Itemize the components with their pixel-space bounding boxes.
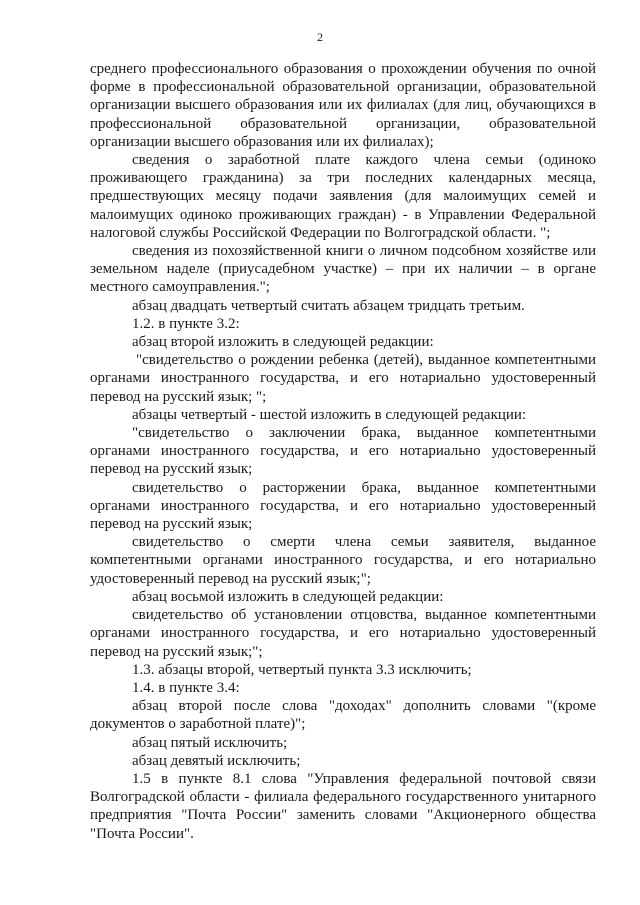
paragraph-10: свидетельство о расторжении брака, выданное компетентными органами иностранного государства, и его нотариально удостоверенный перевод на русский язык;: [90, 479, 596, 533]
paragraph-1: среднего профессионального образования о прохождении обучения по очной форме в профессиональной образовательной организации, образовательной организации высшего образования или их филиалах (для лиц, обучающихся в профессиональной образовательной организации, образовательной организации высшего образования или их филиалах);: [90, 61, 596, 150]
document-body: [90, 60, 596, 843]
paragraph-9: "свидетельство о заключении брака, выданное компетентными органами иностранного государства, и его нотариально удостоверенный перевод на русский язык;: [90, 425, 596, 478]
paragraph-15: 1.4. в пункте 3.4:: [132, 679, 240, 696]
paragraph-11: свидетельство о смерти члена семьи заявителя, выданное компетентными органами иностранного государства, и его нотариально удостоверенный перевод на русский язык;";: [90, 534, 596, 587]
paragraph-8: абзацы четвертый - шестой изложить в следующей редакции:: [132, 406, 527, 423]
paragraph-3: сведения из похозяйственной книги о личном подсобном хозяйстве или земельном наделе (приусадебном участке) – при их наличии – в органе местного самоуправления.";: [90, 243, 596, 296]
paragraph-5: 1.2. в пункте 3.2:: [132, 315, 240, 332]
paragraph-17: абзац пятый исключить;: [132, 734, 288, 751]
paragraph-7: "свидетельство о рождении ребенка (детей), выданное компетентными органами иностранного государства, и его нотариально удостоверенный перевод на русский язык; ";: [90, 352, 596, 405]
paragraph-18: абзац девятый исключить;: [132, 752, 301, 769]
paragraph-13: свидетельство об установлении отцовства, выданное компетентными органами иностранного государства, и его нотариально удостоверенный перевод на русский язык;";: [90, 607, 596, 660]
page-number: 2: [317, 30, 323, 44]
paragraph-2: сведения о заработной плате каждого члена семьи (одиноко проживающего гражданина) за три последних календарных месяца, предшествующих месяцу подачи заявления (для малоимущих семей и малоимущих одиноко проживающих граждан) - в Управлении Федеральной налоговой службы Российской Федерации по Волгоградской области. ";: [90, 152, 596, 241]
paragraph-4: абзац двадцать четвертый считать абзацем тридцать третьим.: [132, 297, 525, 314]
paragraph-19: 1.5 в пункте 8.1 слова "Управления федеральной почтовой связи Волгоградской области - филиала федерального государственного унитарного предприятия "Почта России" заменить словами "Акционерного общества "Почта России".: [90, 770, 596, 842]
paragraph-6: абзац второй изложить в следующей редакции:: [132, 334, 434, 351]
paragraph-14: 1.3. абзацы второй, четвертый пункта 3.3 исключить;: [132, 661, 472, 678]
paragraph-16: абзац второй после слова "доходах" дополнить словами "(кроме документов о заработной плате)";: [90, 698, 596, 733]
paragraph-12: абзац восьмой изложить в следующей редакции:: [132, 588, 444, 605]
